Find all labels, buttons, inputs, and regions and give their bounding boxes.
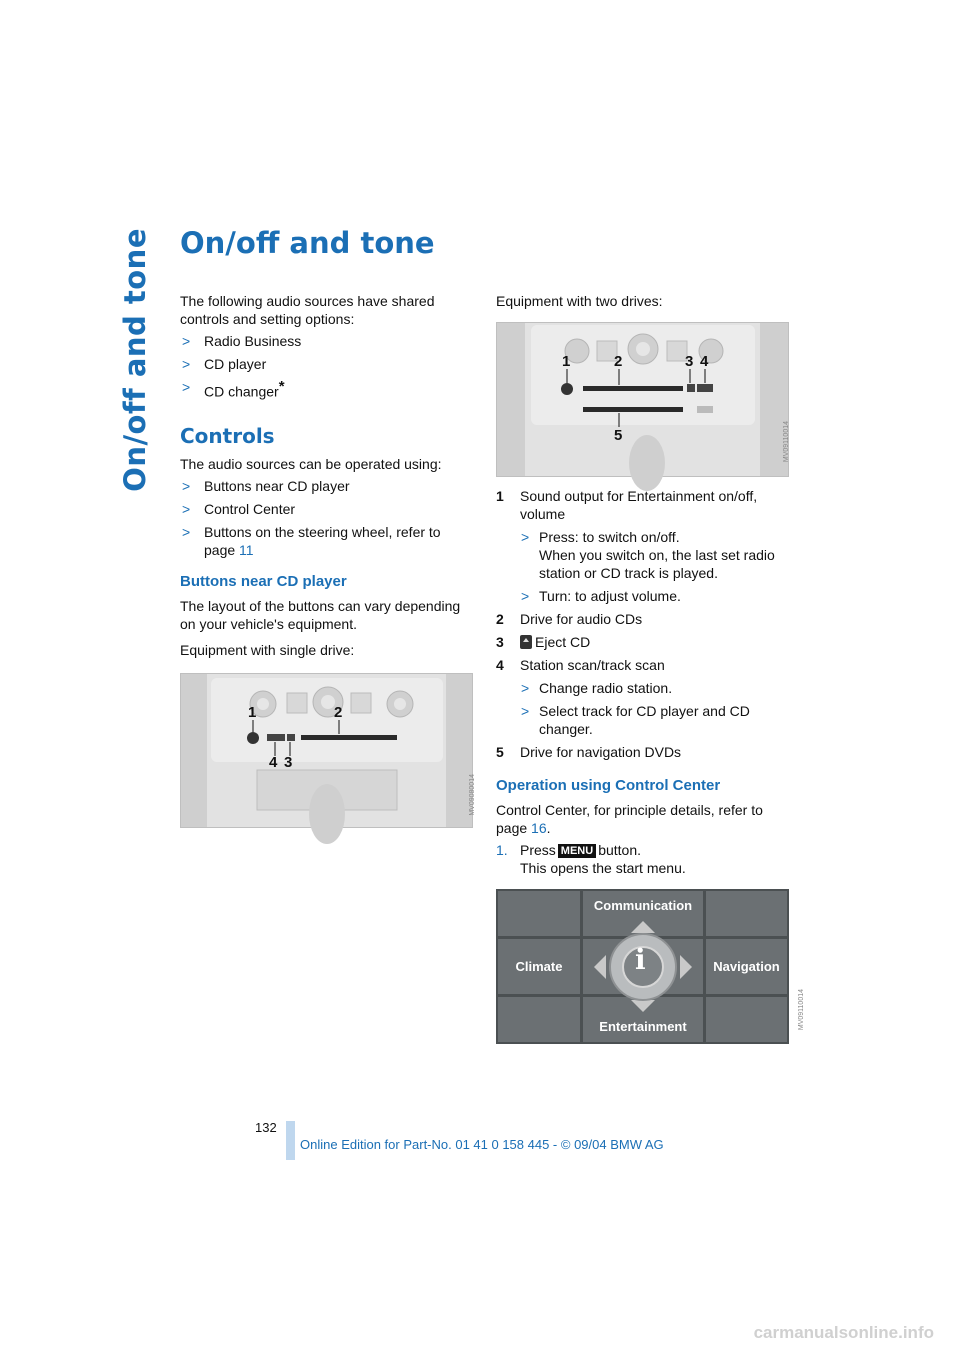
figure-label: 2 xyxy=(614,353,623,370)
list-item: > CD player xyxy=(182,356,267,372)
two-drives-illustration xyxy=(497,323,788,476)
footer-text: Online Edition for Part-No. 01 41 0 158 445 - © 09/04 BMW AG xyxy=(300,1137,664,1152)
legend-item: 2 Drive for audio CDs xyxy=(496,611,643,627)
step-item: 1. Press MENU button. This opens the start menu. xyxy=(496,842,686,876)
figure-label: 1 xyxy=(248,703,257,721)
start-menu-figure xyxy=(496,889,805,1044)
optional-equipment-asterisk: * xyxy=(278,378,285,395)
menu-item-climate[interactable]: Climate xyxy=(498,939,580,994)
legend-subitem: > Turn: to adjust volume. xyxy=(521,588,681,604)
left-column xyxy=(180,292,475,838)
single-drive-illustration xyxy=(181,674,472,827)
menu-item-communication[interactable]: Communication xyxy=(583,891,703,936)
figure-label: 5 xyxy=(614,427,623,444)
operation-heading: Operation using Control Center xyxy=(496,777,721,794)
figure-label: 4 xyxy=(700,353,709,370)
legend-subitem: > Change radio station. xyxy=(521,680,673,696)
two-drives-figure xyxy=(496,322,789,477)
list-item: > CD changer* xyxy=(182,378,285,400)
eject-icon xyxy=(520,635,532,649)
side-tab: On/off and tone xyxy=(118,228,152,492)
legend-item: 1 Sound output for Entertainment on/off, volume xyxy=(496,488,758,522)
page-title: On/off and tone xyxy=(180,226,435,260)
legend-item: 4 Station scan/track scan xyxy=(496,657,665,673)
list-item: > Buttons on the steering wheel, refer to page 11 xyxy=(182,523,441,558)
figure-label: 2 xyxy=(334,703,343,721)
legend-subitem: > Press: to switch on/off. When you switch on, the last set radio station or CD track is played. xyxy=(521,529,775,581)
menu-key-icon: MENU xyxy=(558,844,596,858)
info-icon: i xyxy=(635,943,646,976)
figure-label: 4 xyxy=(269,753,278,771)
figure-code: MV09110014 xyxy=(798,989,805,1031)
figure-label: 3 xyxy=(284,753,293,771)
page-number: 132 xyxy=(255,1120,277,1135)
figure-label: 1 xyxy=(562,353,571,370)
page-link[interactable]: 11 xyxy=(239,541,254,558)
list-item: > Radio Business xyxy=(182,333,302,349)
intro-text: The following audio sources have shared controls and setting options: xyxy=(180,293,435,327)
list-item: > Control Center xyxy=(182,500,296,517)
controls-text: The audio sources can be operated using: xyxy=(180,455,442,472)
watermark: carmanualsonline.info xyxy=(753,1323,934,1342)
operation-text: Control Center, for principle details, refer to page 16. xyxy=(496,802,763,836)
page-link[interactable]: 16 xyxy=(531,820,547,836)
two-drives-caption: Equipment with two drives: xyxy=(496,293,663,309)
figure-code: MV09110014 xyxy=(783,421,790,463)
menu-item-entertainment[interactable]: Entertainment xyxy=(583,997,703,1042)
buttons-text: The layout of the buttons can vary depending on your vehicle's equipment. xyxy=(180,597,461,632)
figure-label: 3 xyxy=(685,353,694,370)
menu-item-navigation[interactable]: Navigation xyxy=(706,939,787,994)
list-item: > Buttons near CD player xyxy=(182,477,350,494)
legend-item: 3 Eject CD xyxy=(496,634,591,650)
controls-heading: Controls xyxy=(180,423,275,448)
legend-subitem: > Select track for CD player and CD changer. xyxy=(521,703,750,737)
buttons-heading: Buttons near CD player xyxy=(180,572,347,590)
figure-code: MV09080014 xyxy=(469,773,476,816)
footer-bar xyxy=(286,1121,295,1160)
right-column xyxy=(496,292,805,1044)
single-drive-caption: Equipment with single drive: xyxy=(180,641,355,658)
single-drive-figure xyxy=(180,673,476,828)
legend-item: 5 Drive for navigation DVDs xyxy=(496,744,682,760)
